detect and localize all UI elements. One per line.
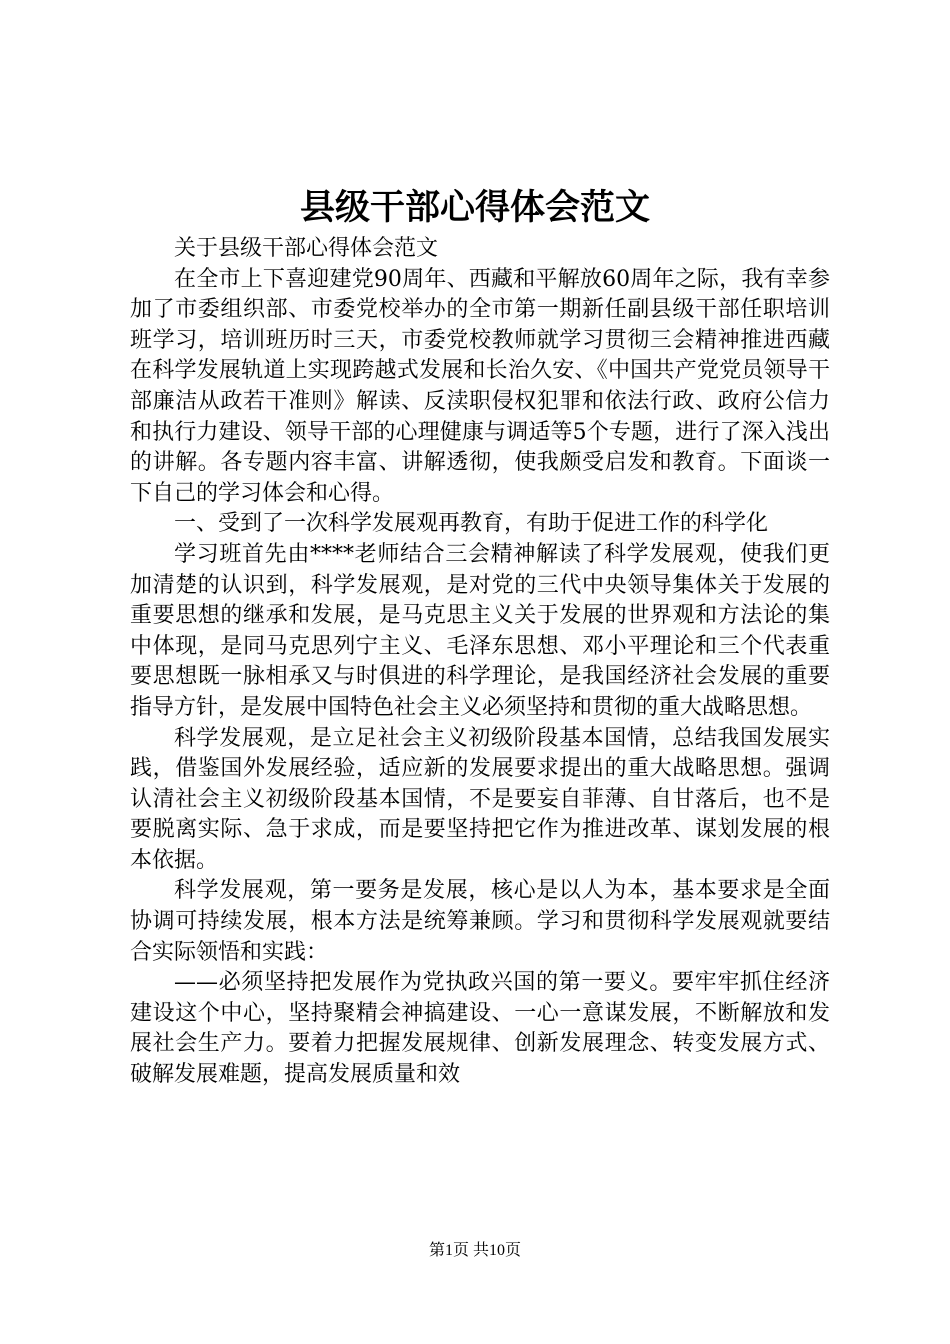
paragraph-body: 科学发展观，是立足社会主义初级阶段基本国情，总结我国发展实践，借鉴国外发展经验，适应新的发展要求提出的重大战略思想。强调认清社会主义初级阶段基本国情，不是要妄自菲薄、自甘落后，也不是要脱离实际、急于求成，而是要坚持把它作为推进改革、谋划发展的根本依据。 [130, 725, 830, 873]
paragraph-body: ——必须坚持把发展作为党执政兴国的第一要义。要牢牢抓住经济建设这个中心，坚持聚精会神搞建设、一心一意谋发展，不断解放和发展社会生产力。要着力把握发展规律、创新发展理念、转变发展方式、破解发展难题，提高发展质量和效 [130, 970, 830, 1088]
document-title: 县级干部心得体会范文 [299, 187, 650, 228]
paragraph-intro: 在全市上下喜迎建党90周年、西藏和平解放60周年之际，我有幸参加了市委组织部、市委党校举办的全市第一期新任副县级干部任职培训班学习，培训班历时三天，市委党校教师就学习贯彻三会精神推进西藏在科学发展轨道上实现跨越式发展和长治久安、《中国共产党党员领导干部廉洁从政若干准则》解读、反渎职侵权犯罪和依法行政、政府公信力和执行力建设、领导干部的心理健康与调适等5个专题，进行了深入浅出的讲解。各专题内容丰富、讲解透彻，使我颇受启发和教育。下面谈一下自己的学习体会和心得。 [130, 266, 830, 506]
paragraph-subtitle: 关于县级干部心得体会范文 [174, 236, 439, 261]
paragraph-body: 学习班首先由****老师结合三会精神解读了科学发展观，使我们更加清楚的认识到，科学发展观，是对党的三代中央领导集体关于发展的重要思想的继承和发展，是马克思主义关于发展的世界观和方法论的集中体现，是同马克思列宁主义、毛泽东思想、邓小平理论和三个代表重要思想既一脉相承又与时俱进的科学理论，是我国经济社会发展的重要指导方针，是发展中国特色社会主义必须坚持和贯彻的重大战略思想。 [130, 541, 830, 720]
document-body [130, 234, 830, 1091]
page-footer: 第1页 共10页 [428, 1242, 521, 1259]
paragraph-body: 科学发展观，第一要务是发展，核心是以人为本，基本要求是全面协调可持续发展，根本方法是统筹兼顾。学习和贯彻科学发展观就要结合实际领悟和实践： [130, 878, 830, 965]
paragraph-section-heading: 一、受到了一次科学发展观再教育，有助于促进工作的科学化 [174, 511, 769, 537]
